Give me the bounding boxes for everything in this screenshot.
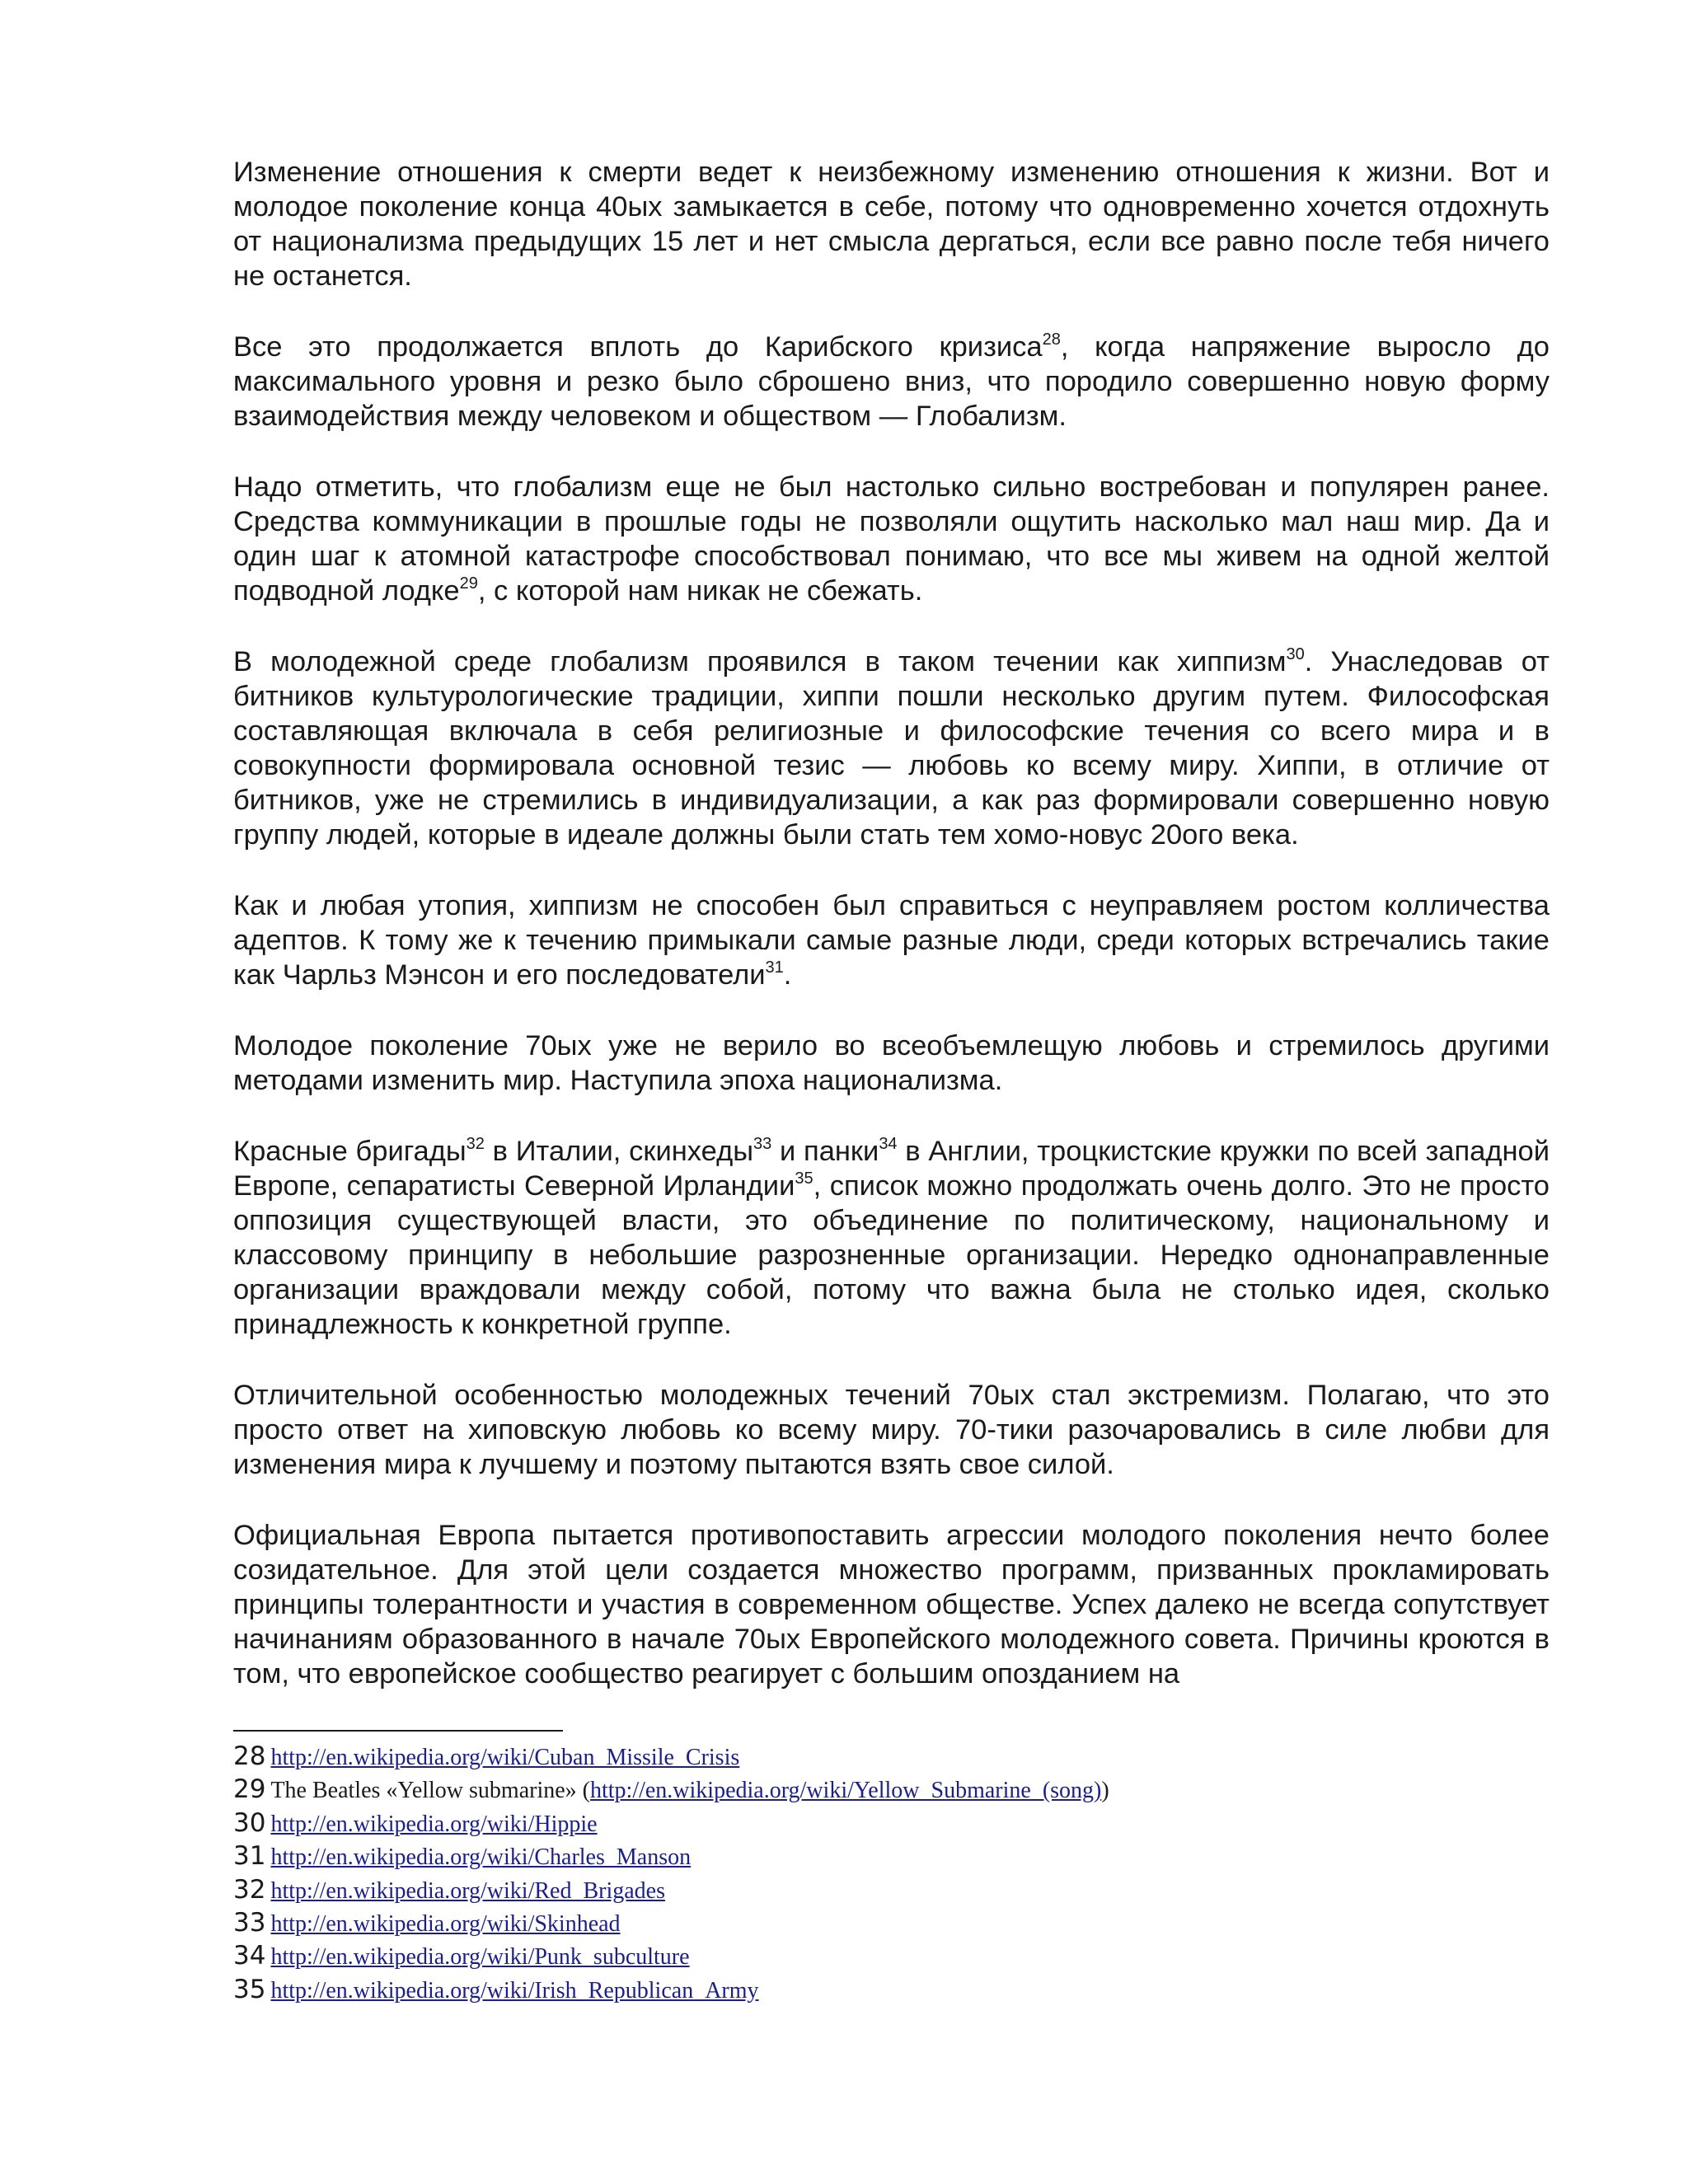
paragraph bbox=[233, 1134, 1550, 1342]
paragraph-text: . Унаследовав от битников культурологические традиции, хиппи пошли несколько другим путем. Философская составляющая включала в себя религиозные и философские течения со всего мира и в совокупности формировала основной тезис — любовь ко всему миру. Хиппи, в отличие от битников, уже не стремились в индивидуализации, а как раз формировали совершенно новую группу людей, которые в идеале должны были стать тем хомо-новус 20ого века. bbox=[233, 646, 1550, 851]
paragraph bbox=[233, 330, 1550, 434]
paragraph-text: Как и любая утопия, хиппизм не способен был справиться с неуправляем ростом колличества адептов. К тому же к течению примыкали самые разные люди, среди которых встречались такие как Чарльз Мэнсон и его последователи bbox=[233, 890, 1550, 991]
footnote-prefix: The Beatles «Yellow submarine» ( bbox=[270, 1778, 590, 1804]
paragraph bbox=[233, 1518, 1550, 1691]
paragraph-text: , когда напряжение выросло до максимального уровня и резко было сброшено вниз, что породило совершенно новую форму взаимодействия между человеком и обществом — Глобализм. bbox=[233, 331, 1550, 432]
footnote-link[interactable]: http://en.wikipedia.org/wiki/Hippie bbox=[270, 1811, 598, 1837]
paragraph-text: , список можно продолжать очень долго. Это не просто оппозиция существующей власти, это объединение по политическому, национальному и классовому принципу в небольшие разрозненные организации. Нередко однонаправленные организации враждовали между собой, потому что важна была не столько идея, сколько принадлежность к конкретной группе. bbox=[233, 1170, 1550, 1340]
footnote-link[interactable]: http://en.wikipedia.org/wiki/Skinhead bbox=[270, 1910, 621, 1937]
footnote-29 bbox=[233, 1774, 1550, 1807]
footnote-ref-34[interactable]: 34 bbox=[879, 1135, 898, 1153]
footnote-link[interactable]: http://en.wikipedia.org/wiki/Yellow_Submarine_(song) bbox=[589, 1778, 1102, 1804]
paragraph-text: Красные бригады bbox=[233, 1136, 467, 1167]
footnote-link[interactable]: http://en.wikipedia.org/wiki/Punk_subculture bbox=[270, 1944, 690, 1971]
footnote-number: 30 bbox=[233, 1807, 266, 1838]
footnote-link[interactable]: http://en.wikipedia.org/wiki/Red_Brigades bbox=[270, 1877, 665, 1904]
footnote-ref-28[interactable]: 28 bbox=[1042, 330, 1061, 349]
paragraph-text: Молодое поколение 70ых уже не верило во всеобъемлещую любовь и стремилось другими методами изменить мир. Наступила эпоха национализма. bbox=[233, 1030, 1550, 1096]
paragraph-text: Официальная Европа пытается противопоставить агрессии молодого поколения нечто более созидательное. Для этой цели создается множество программ, призванных прокламировать принципы толерантности и участия в современном обществе. Успех далеко не всегда сопутствует начинаниям образованного в начале 70ых Европейского молодежного совета. Причины кроются в том, что европейское сообщество реагирует с большим опозданием на bbox=[233, 1520, 1550, 1690]
footnote-separator bbox=[233, 1730, 563, 1732]
footnote-link[interactable]: http://en.wikipedia.org/wiki/Irish_Republican_Army bbox=[270, 1977, 759, 2004]
footnote-ref-33[interactable]: 33 bbox=[753, 1135, 772, 1153]
paragraph-text: Все это продолжается вплоть до Карибского кризиса bbox=[233, 331, 1043, 363]
paragraph-text: Отличительной особенностью молодежных течений 70ых стал экстремизм. Полагаю, что это просто ответ на хиповскую любовь ко всему миру. 70-тики разочаровались в силе любви для изменения мира к лучшему и поэтому пытаются взять свое силой. bbox=[233, 1380, 1550, 1480]
footnote-28 bbox=[233, 1741, 1550, 1774]
paragraph bbox=[233, 155, 1550, 293]
paragraph-text: в Англии, троцкистские кружки по всей западной Европе, сепаратисты Северной Ирландии bbox=[233, 1136, 1550, 1202]
footnote-link[interactable]: http://en.wikipedia.org/wiki/Cuban_Missile_Crisis bbox=[270, 1745, 740, 1770]
paragraph bbox=[233, 1378, 1550, 1482]
footnote-ref-35[interactable]: 35 bbox=[795, 1169, 814, 1188]
footnote-ref-30[interactable]: 30 bbox=[1286, 645, 1305, 663]
footnote-30 bbox=[233, 1808, 1550, 1841]
footnote-ref-29[interactable]: 29 bbox=[459, 574, 478, 593]
footnotes bbox=[233, 1741, 1550, 2008]
paragraph-text: В молодежной среде глобализм проявился в таком течении как хиппизм bbox=[233, 646, 1287, 677]
paragraph-text: и панки bbox=[771, 1136, 879, 1167]
paragraph-text: Надо отметить, что глобализм еще не был настолько сильно востребован и популярен ранее. Средства коммуникации в прошлые годы не позволяли ощутить насколько мал наш мир. Да и один шаг к атомной катастрофе способствовал понимаю, что все мы живем на одной желтой подводной лодке bbox=[233, 471, 1550, 607]
footnote-number: 33 bbox=[233, 1907, 266, 1938]
paragraph bbox=[233, 644, 1550, 852]
footnote-number: 34 bbox=[233, 1941, 266, 1971]
footnote-number: 28 bbox=[233, 1741, 266, 1771]
paragraph bbox=[233, 1029, 1550, 1098]
paragraph-text: Изменение отношения к смерти ведет к неизбежному изменению отношения к жизни. Вот и молодое поколение конца 40ых замыкается в себе, потому что одновременно хочется отдохнуть от национализма предыдущих 15 лет и нет смысла дергаться, если все равно после тебя ничего не останется. bbox=[233, 157, 1550, 292]
paragraph-text: , с которой нам никак не сбежать. bbox=[477, 575, 923, 607]
footnote-34 bbox=[233, 1941, 1550, 1974]
paragraph-text: в Италии, скинхеды bbox=[484, 1136, 754, 1167]
footnote-suffix: ) bbox=[1101, 1778, 1109, 1804]
footnote-31 bbox=[233, 1841, 1550, 1874]
paragraph bbox=[233, 470, 1550, 608]
document-body bbox=[233, 155, 1550, 1691]
footnote-32 bbox=[233, 1875, 1550, 1908]
footnote-ref-32[interactable]: 32 bbox=[466, 1135, 485, 1153]
footnote-35 bbox=[233, 1975, 1550, 2008]
footnote-number: 32 bbox=[233, 1874, 266, 1905]
footnote-number: 31 bbox=[233, 1841, 266, 1872]
footnote-number: 35 bbox=[233, 1974, 266, 2004]
footnote-ref-31[interactable]: 31 bbox=[765, 958, 784, 977]
footnote-33 bbox=[233, 1908, 1550, 1941]
paragraph bbox=[233, 888, 1550, 992]
footnote-link[interactable]: http://en.wikipedia.org/wiki/Charles_Manson bbox=[270, 1844, 692, 1871]
paragraph-text: . bbox=[783, 959, 792, 991]
footnote-number: 29 bbox=[233, 1774, 266, 1805]
